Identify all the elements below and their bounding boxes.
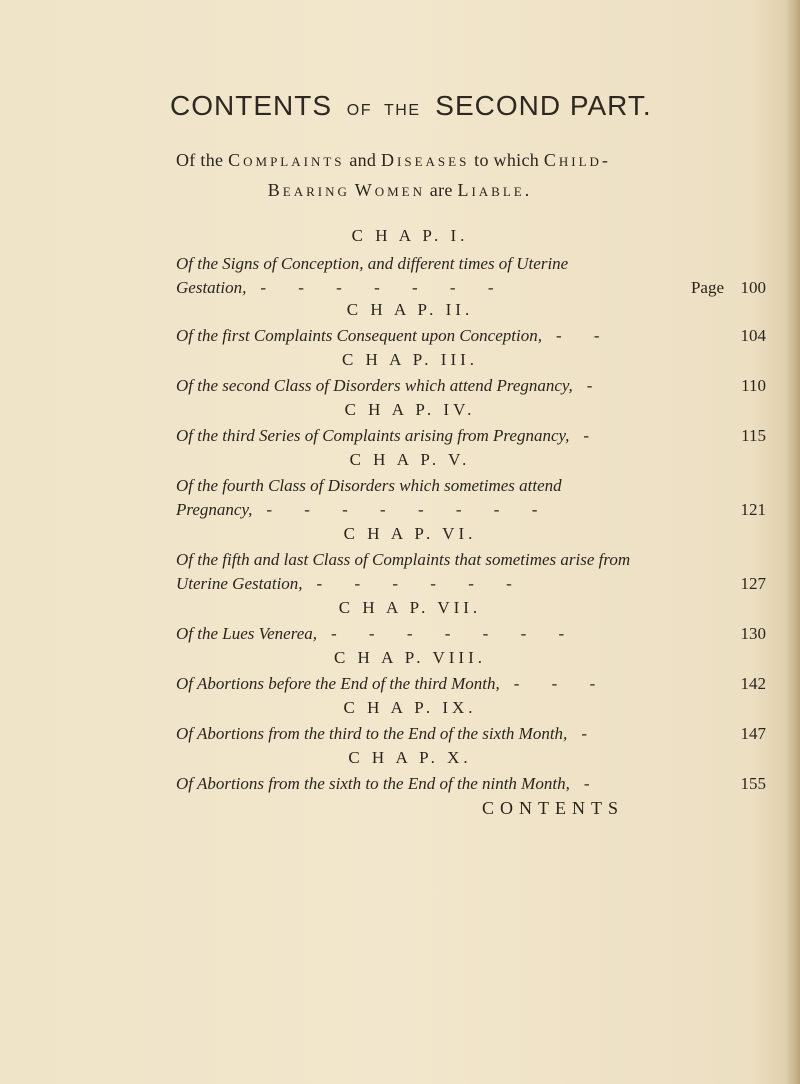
toc-entry (176, 622, 766, 646)
title-second-part: SECOND PART. (435, 90, 652, 121)
toc-entry (176, 374, 766, 398)
chapter-heading: C H A P. III. (341, 350, 479, 369)
toc-entry (176, 424, 766, 448)
catchword: CONTENTS (482, 798, 624, 818)
entry-title: Of the third Series of Complaints arising from Pregnancy, (176, 426, 570, 445)
toc-entry (176, 252, 766, 300)
toc-entry (176, 474, 766, 522)
page-number: 104 (740, 326, 766, 345)
entry-title: Of the Signs of Conception, and different times of Uterine (176, 254, 569, 273)
page-number: 130 (740, 624, 766, 643)
subtitle-text: are (429, 180, 453, 200)
leader-dashes: - (581, 724, 601, 743)
toc-entry (176, 324, 766, 348)
page-number: 110 (741, 376, 766, 395)
chapter-heading: C H A P. V. (349, 450, 471, 469)
subtitle-text: Diseases (381, 150, 470, 170)
toc-entry (176, 722, 766, 746)
chapter-heading: C H A P. IX. (343, 698, 477, 717)
subtitle-text: Liable. (457, 180, 533, 200)
subtitle-text: Women (354, 180, 425, 200)
entry-title: Of Abortions from the third to the End of the sixth Month, (176, 724, 568, 743)
chapter-heading: C H A P. IV. (344, 400, 476, 419)
subtitle-line-2 (0, 180, 800, 201)
page-number: 142 (740, 674, 766, 693)
page-number: 115 (741, 426, 766, 445)
entry-title: Uterine Gestation, (176, 574, 303, 593)
leader-dashes: - - - - - - - (260, 278, 508, 297)
page-number: 100 (740, 278, 766, 297)
entry-title: Pregnancy, (176, 500, 253, 519)
leader-dashes: - - - - - - - (331, 624, 579, 643)
entry-title: Of Abortions from the sixth to the End of the ninth Month, (176, 774, 570, 793)
entry-title: Gestation, (176, 278, 247, 297)
leader-dashes: - - - (513, 674, 610, 693)
toc-entry (176, 772, 766, 796)
leader-dashes: - - (555, 326, 614, 345)
subtitle-text: and (349, 150, 377, 170)
page-label: Page (690, 278, 724, 297)
chapter-heading: C H A P. VII. (338, 598, 482, 617)
entry-title: Of the fourth Class of Disorders which sometimes attend (176, 476, 562, 495)
subtitle-text: Bearing (267, 180, 350, 200)
entry-title: Of the first Complaints Consequent upon Conception, (176, 326, 542, 345)
chapter-heading: C H A P. VIII. (333, 648, 487, 667)
chapter-heading: C H A P. X. (348, 748, 472, 767)
title-of: OF (346, 102, 372, 119)
entry-title: Of the second Class of Disorders which attend Pregnancy, (176, 376, 573, 395)
subtitle-text: to which (474, 150, 540, 170)
title-the: THE (384, 102, 421, 119)
chapter-heading: C H A P. I. (351, 226, 469, 245)
subtitle-text: Child- (543, 150, 611, 170)
page-number: 147 (740, 724, 766, 743)
chapter-heading: C H A P. VI. (343, 524, 477, 543)
page-edge (786, 0, 800, 1084)
leader-dashes: - - - - - - (316, 574, 526, 593)
title-contents: CONTENTS (170, 90, 332, 121)
page-number: 155 (740, 774, 766, 793)
toc-entry (176, 548, 766, 596)
page-number: 127 (740, 574, 766, 593)
entry-title: Of Abortions before the End of the third Month, (176, 674, 500, 693)
entry-title: Of the fifth and last Class of Complaints that sometimes arise from (176, 550, 631, 569)
subtitle-text: Of the (176, 150, 224, 170)
subtitle-text: Complaints (228, 150, 345, 170)
toc-entry (176, 672, 766, 696)
leader-dashes: - (583, 774, 604, 793)
page-number: 121 (740, 500, 766, 519)
page-title (170, 90, 690, 122)
leader-dashes: - (583, 426, 604, 445)
subtitle-line-1 (176, 150, 776, 171)
leader-dashes: - - - - - - - - (266, 500, 552, 519)
chapter-heading: C H A P. II. (346, 300, 474, 319)
leader-dashes: - (586, 376, 607, 395)
entry-title: Of the Lues Venerea, (176, 624, 318, 643)
